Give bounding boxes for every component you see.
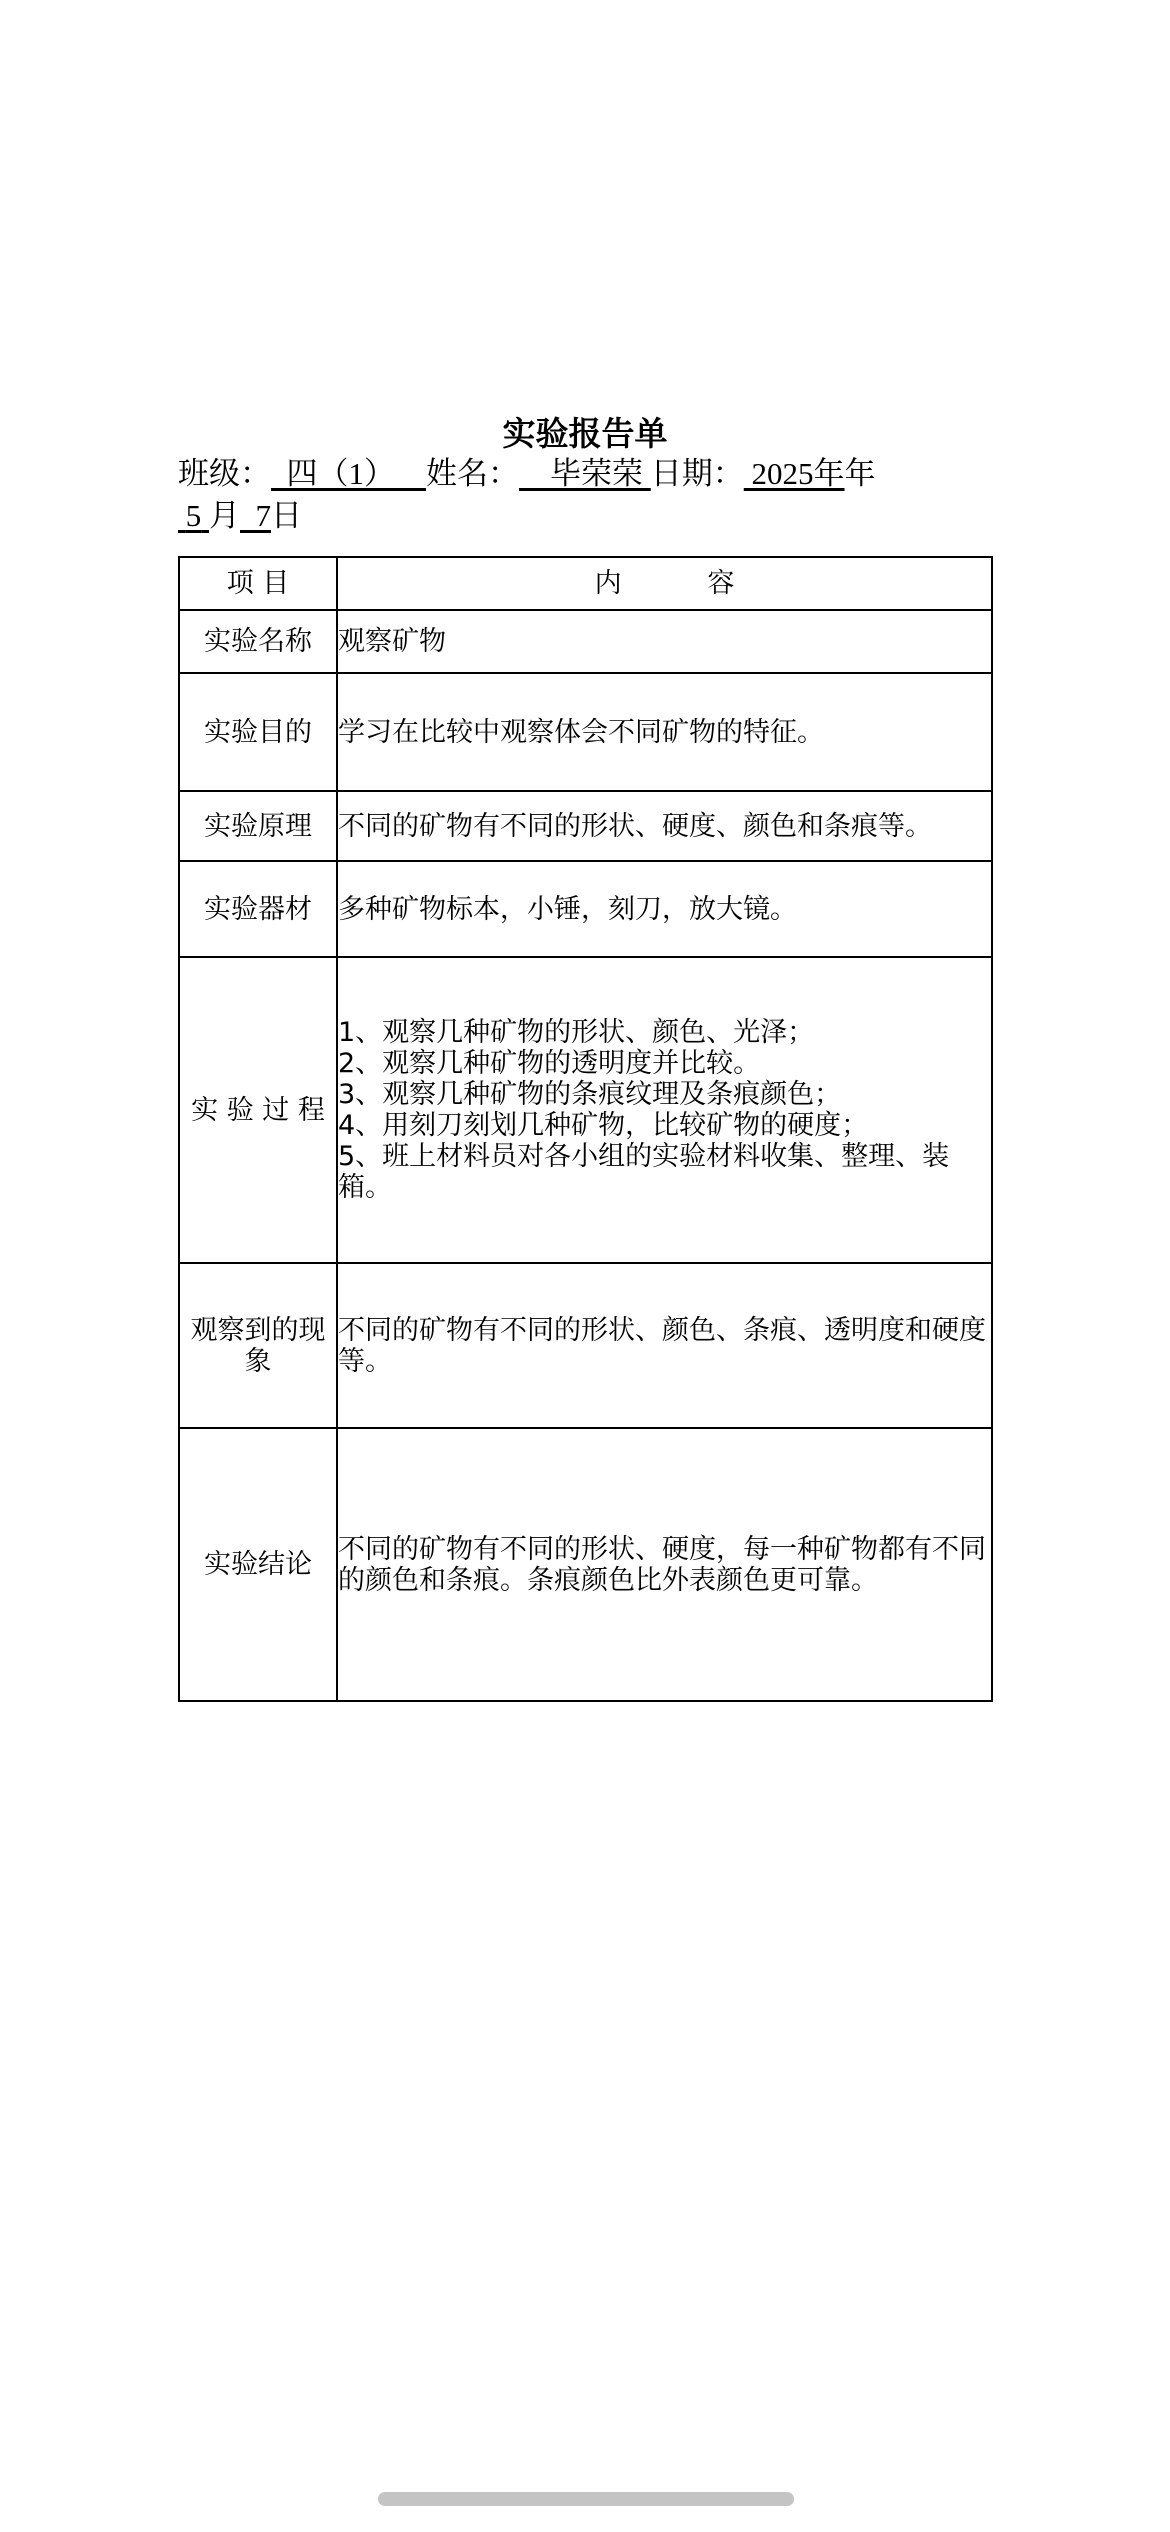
date-line bbox=[178, 492, 302, 540]
row-label-principle: 实验原理 bbox=[179, 791, 337, 861]
class-value: 四（1） bbox=[286, 456, 395, 491]
row-content-observation: 不同的矿物有不同的形状、颜色、条痕、透明度和硬度等。 bbox=[337, 1263, 992, 1428]
header-content: 内 容 bbox=[337, 557, 992, 610]
process-step: 4、用刻刀刻划几种矿物，比较矿物的硬度； bbox=[338, 1110, 869, 1141]
row-content-purpose: 学习在比较中观察体会不同矿物的特征。 bbox=[337, 673, 992, 791]
report-title: 实验报告单 bbox=[502, 414, 668, 453]
table-row bbox=[179, 791, 992, 861]
header-item: 项 目 bbox=[179, 557, 337, 610]
process-step: 3、观察几种矿物的条痕纹理及条痕颜色； bbox=[338, 1079, 842, 1110]
row-label-observation: 观察到的现象 bbox=[179, 1263, 337, 1428]
year-value: 2025年 bbox=[751, 456, 845, 491]
home-indicator[interactable] bbox=[378, 2492, 794, 2506]
process-steps bbox=[338, 1017, 991, 1203]
month-label: 月 bbox=[209, 498, 240, 534]
info-line bbox=[178, 450, 998, 498]
table-row bbox=[179, 1263, 992, 1428]
date-label: 日期： bbox=[650, 456, 744, 492]
row-label-purpose: 实验目的 bbox=[179, 673, 337, 791]
process-step: 5、班上材料员对各小组的实验材料收集、整理、装箱。 bbox=[338, 1141, 950, 1203]
table-header-row bbox=[179, 557, 992, 610]
table-row bbox=[179, 1428, 992, 1701]
process-step: 2、观察几种矿物的透明度并比较。 bbox=[338, 1048, 761, 1079]
table-row bbox=[179, 673, 992, 791]
class-label: 班级： bbox=[178, 456, 271, 492]
day-label: 日 bbox=[271, 498, 302, 534]
row-content-process bbox=[337, 957, 992, 1263]
table-row bbox=[179, 957, 992, 1263]
row-content-principle: 不同的矿物有不同的形状、硬度、颜色和条痕等。 bbox=[337, 791, 992, 861]
month-value: 5 bbox=[185, 498, 202, 533]
year-suffix: 年 bbox=[844, 456, 876, 492]
day-value: 7 bbox=[255, 498, 271, 533]
table-row bbox=[179, 861, 992, 957]
row-content-name: 观察矿物 bbox=[337, 610, 992, 673]
row-label-conclusion: 实验结论 bbox=[179, 1428, 337, 1701]
name-label: 姓名： bbox=[426, 456, 519, 492]
row-content-conclusion: 不同的矿物有不同的形状、硬度，每一种矿物都有不同的颜色和条痕。条痕颜色比外表颜色更可靠。 bbox=[337, 1428, 992, 1701]
table-row bbox=[179, 610, 992, 673]
name-value: 毕荣荣 bbox=[550, 456, 643, 491]
report-table bbox=[178, 556, 993, 1702]
row-label-materials: 实验器材 bbox=[179, 861, 337, 957]
row-label-name: 实验名称 bbox=[179, 610, 337, 673]
row-content-materials: 多种矿物标本，小锤，刻刀，放大镜。 bbox=[337, 861, 992, 957]
row-label-process: 实 验 过 程 bbox=[179, 957, 337, 1263]
process-step: 1、观察几种矿物的形状、颜色、光泽； bbox=[338, 1017, 815, 1048]
